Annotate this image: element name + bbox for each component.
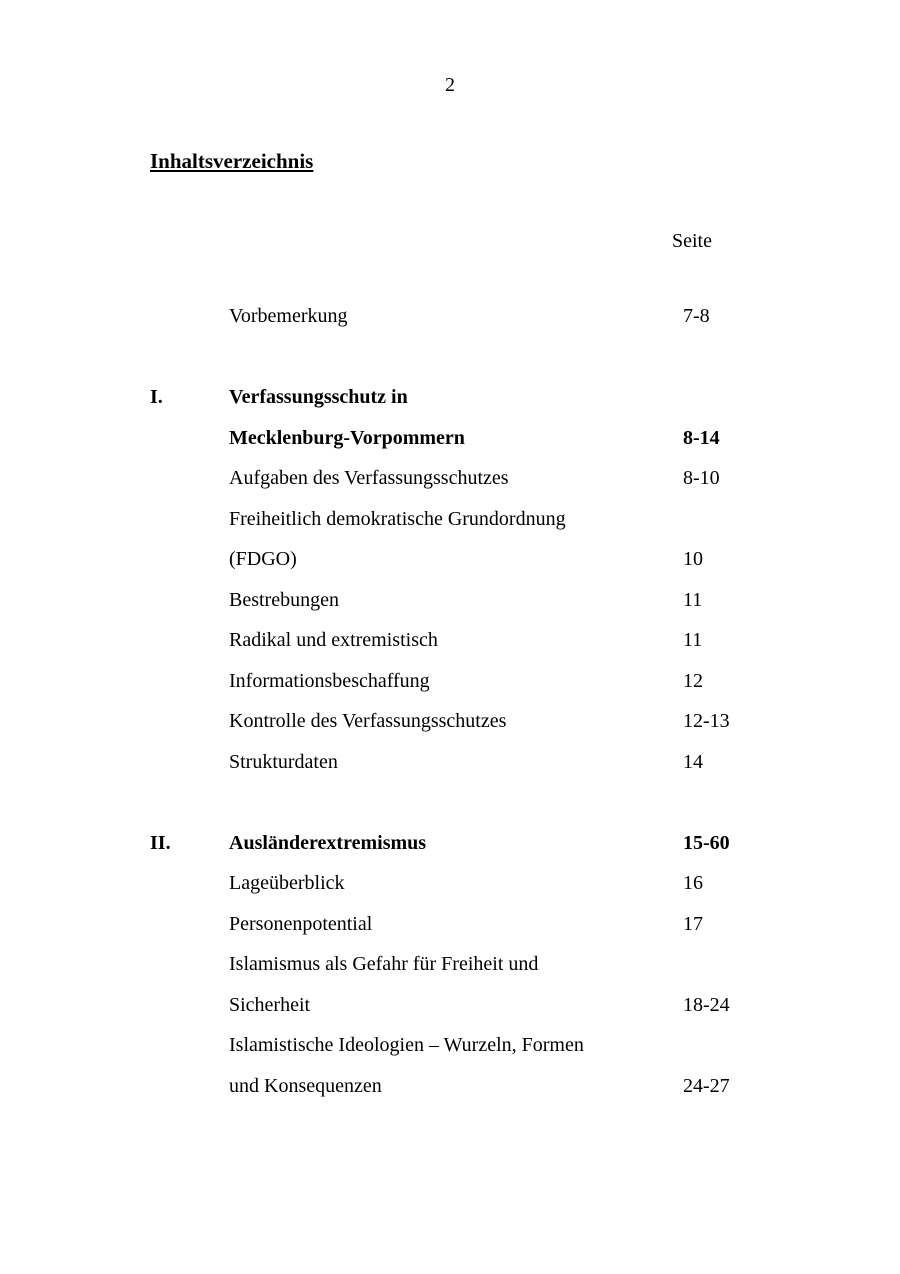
toc-entry-title: (FDGO)	[229, 548, 297, 570]
toc-entry-row	[150, 1025, 800, 1066]
toc-entry-title: Vorbemerkung	[229, 305, 348, 327]
toc-entry-page: 12	[683, 669, 703, 692]
section-numeral	[150, 418, 229, 459]
toc-entry-page: 17	[683, 912, 703, 935]
toc-entry-page: 8-14	[683, 426, 720, 449]
toc-entry-title: Aufgaben des Verfassungsschutzes	[229, 467, 509, 489]
toc-entry-row	[150, 580, 800, 621]
section-numeral	[150, 458, 229, 499]
toc-entry-title: Lageüberblick	[229, 872, 345, 894]
toc-entry-page: 14	[683, 750, 703, 773]
toc-entry-page	[683, 499, 800, 540]
toc-entry-page: 18-24	[683, 993, 730, 1016]
toc-entry-page	[683, 1025, 800, 1066]
page-number: 2	[445, 74, 455, 96]
toc-entry-title: und Konsequenzen	[229, 1074, 382, 1097]
toc-entry-row	[150, 539, 800, 580]
section-gap	[150, 337, 800, 378]
toc-section-title-row	[150, 377, 800, 418]
toc-entry-page: 15-60	[683, 831, 730, 854]
toc-entry-row	[150, 985, 800, 1026]
section-numeral	[150, 742, 229, 783]
section-numeral	[150, 1066, 229, 1107]
toc-entry-row	[150, 499, 800, 540]
toc-entry-row	[150, 904, 800, 945]
toc-section-title-row	[150, 418, 800, 459]
section-numeral	[150, 944, 229, 985]
page-title: Inhaltsverzeichnis	[150, 149, 314, 173]
section-numeral	[150, 580, 229, 621]
toc-entry-row	[150, 620, 800, 661]
toc-entry-title: Informationsbeschaffung	[229, 669, 430, 692]
toc-entry-title: Personenpotential	[229, 912, 373, 935]
toc-entry-row	[150, 863, 800, 904]
toc-entry-title: Bestrebungen	[229, 588, 339, 611]
toc-entry-page: 7-8	[683, 305, 710, 327]
toc-body	[150, 296, 800, 1106]
toc-entry-title: Sicherheit	[229, 993, 311, 1016]
column-header-row	[150, 228, 800, 254]
section-numeral	[150, 1025, 229, 1066]
toc-entry-page: 16	[683, 872, 703, 894]
section-numeral: I.	[150, 386, 163, 408]
toc-entry-title: Verfassungsschutz in	[229, 386, 408, 408]
toc-entry-row	[150, 458, 800, 499]
section-numeral	[150, 620, 229, 661]
toc-entry-page	[683, 944, 800, 985]
toc-entry-row	[150, 661, 800, 702]
toc-entry-title: Islamismus als Gefahr für Freiheit und	[229, 953, 539, 975]
toc-entry-title: Strukturdaten	[229, 750, 338, 773]
toc-entry-title: Islamistische Ideologien – Wurzeln, Formen	[229, 1034, 584, 1056]
toc-entry-page	[683, 377, 800, 418]
section-numeral	[150, 539, 229, 580]
numeral-column-spacer	[150, 228, 229, 254]
toc-entry-row	[150, 742, 800, 783]
section-numeral	[150, 985, 229, 1026]
toc-entry-title: Kontrolle des Verfassungsschutzes	[229, 710, 507, 732]
toc-entry-title: Mecklenburg-Vorpommern	[229, 426, 465, 449]
toc-entry-page: 11	[683, 629, 703, 651]
toc-entry-page: 11	[683, 588, 703, 611]
toc-entry-title: Radikal und extremistisch	[229, 629, 438, 651]
toc-entry-page: 10	[683, 548, 703, 570]
toc-entry-title: Freiheitlich demokratische Grundordnung	[229, 507, 566, 530]
section-numeral	[150, 296, 229, 337]
toc-entry-page: 24-27	[683, 1074, 730, 1097]
title-column-spacer	[229, 228, 672, 254]
toc-entry-page: 8-10	[683, 467, 720, 489]
section-numeral: II.	[150, 831, 171, 854]
toc-entry-row	[150, 1066, 800, 1107]
section-numeral	[150, 863, 229, 904]
section-numeral	[150, 701, 229, 742]
section-numeral	[150, 499, 229, 540]
section-numeral	[150, 904, 229, 945]
toc-section-title-row	[150, 823, 800, 864]
toc-entry-row	[150, 296, 800, 337]
toc-entry-page: 12-13	[683, 710, 730, 732]
toc-entry-title: Ausländerextremismus	[229, 831, 427, 854]
section-gap	[150, 782, 800, 823]
toc-entry-row	[150, 944, 800, 985]
toc-entry-row	[150, 701, 800, 742]
section-numeral	[150, 661, 229, 702]
column-header-seite: Seite	[672, 230, 712, 252]
